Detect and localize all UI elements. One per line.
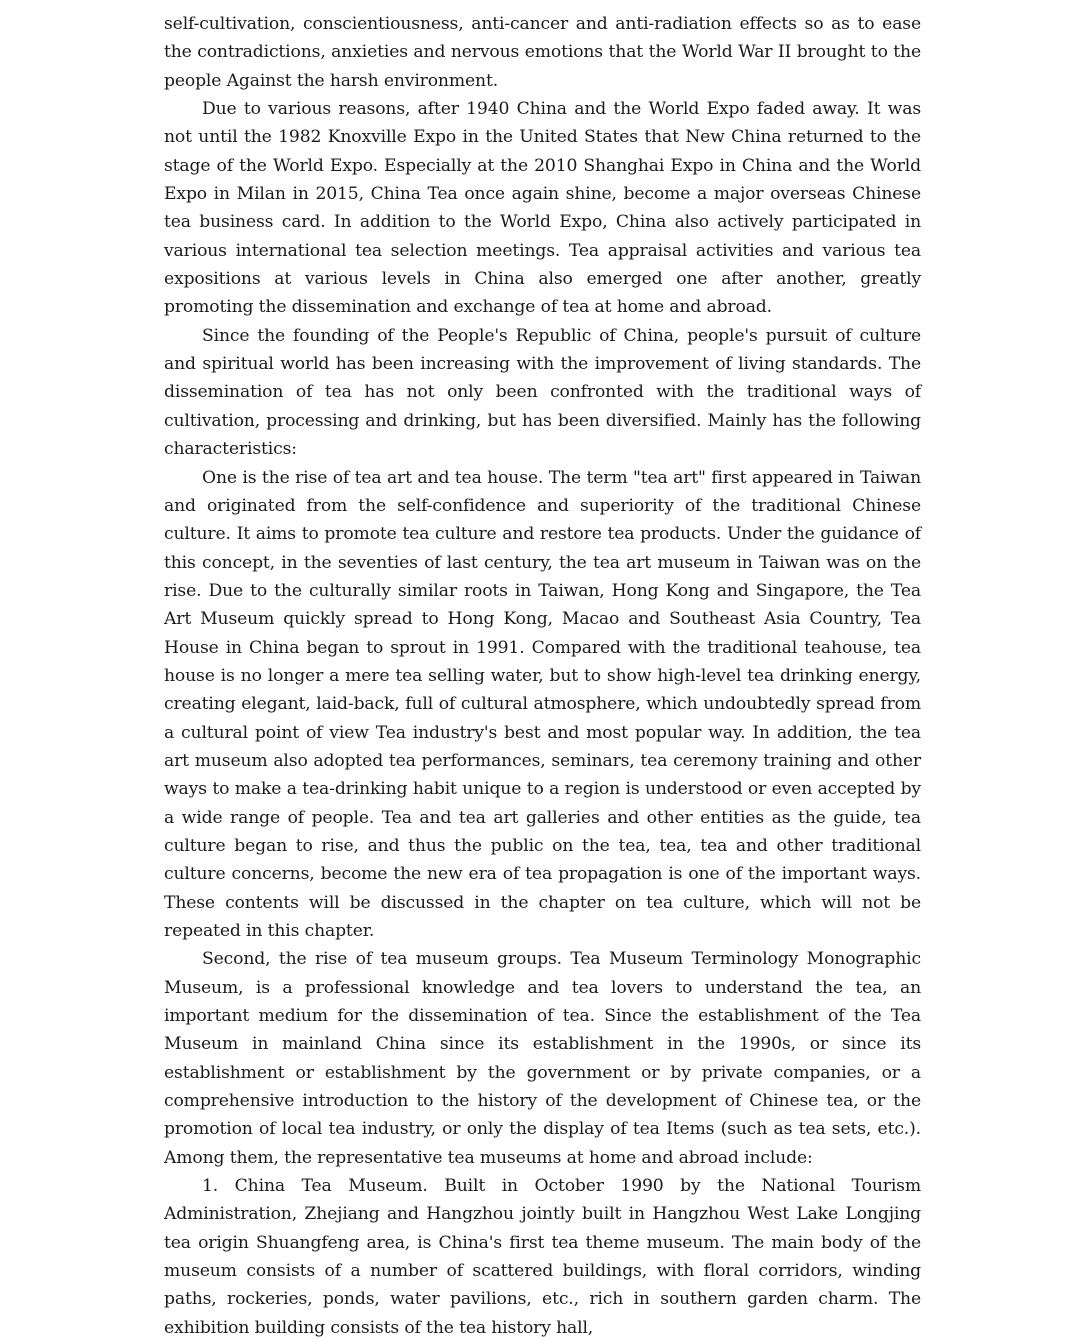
paragraph-continuation: self-cultivation, conscientiousness, anti-cancer and anti-radiation effects so as to ease the contradictions, anxieties and nervous emotions that the World War II brought to the people Against the harsh environment. <box>164 14 921 91</box>
paragraph-world-expo: Due to various reasons, after 1940 China and the World Expo faded away. It was not until the 1982 Knoxville Expo in the United States that New China returned to the stage of the World Expo. Especially at the 2010 Shanghai Expo in China and the World Expo in Milan in 2015, China Tea once again shine, become a major overseas Chinese tea business card. In addition to the World Expo, China also actively participated in various international tea selection meetings. Tea appraisal activities and various tea expositions at various levels in China also emerged one after another, greatly promoting the dissemination and exchange of tea at home and abroad. <box>164 99 921 318</box>
paragraph-china-tea-museum: 1. China Tea Museum. Built in October 1990 by the National Tourism Administration, Zhejiang and Hangzhou jointly built in Hangzhou West Lake Longjing tea origin Shuangfeng area, is China's first tea theme museum. The main body of the museum consists of a number of scattered buildings, with floral corridors, winding paths, rockeries, ponds, water pavilions, etc., rich in southern garden charm. The exhibition building consists of the tea history hall, <box>164 1176 921 1338</box>
paragraph-tea-museum-groups: Second, the rise of tea museum groups. Tea Museum Terminology Monographic Museum, is a professional knowledge and tea lovers to understand the tea, an important medium for the dissemination of tea. Since the establishment of the Tea Museum in mainland China since its establishment in the 1990s, or since its establishment or establishment by the government or by private companies, or a comprehensive introduction to the history of the development of Chinese tea, or the promotion of local tea industry, or only the display of tea Items (such as tea sets, etc.). Among them, the representative tea museums at home and abroad include: <box>164 949 921 1168</box>
document-page <box>164 10 921 1342</box>
paragraph-tea-art-house: One is the rise of tea art and tea house. The term "tea art" first appeared in Taiwan and originated from the self-confidence and superiority of the traditional Chinese culture. It aims to promote tea culture and restore tea products. Under the guidance of this concept, in the seventies of last century, the tea art museum in Taiwan was on the rise. Due to the culturally similar roots in Taiwan, Hong Kong and Singapore, the Tea Art Museum quickly spread to Hong Kong, Macao and Southeast Asia Country, Tea House in China began to sprout in 1991. Compared with the traditional teahouse, tea house is no longer a mere tea selling water, but to show high-level tea drinking energy, creating elegant, laid-back, full of cultural atmosphere, which undoubtedly spread from a cultural point of view Tea industry's best and most popular way. In addition, the tea art museum also adopted tea performances, seminars, tea ceremony training and other ways to make a tea-drinking habit unique to a region is understood or even accepted by a wide range of people. Tea and tea art galleries and other entities as the guide, tea culture began to rise, and thus the public on the tea, tea, tea and other traditional culture concerns, become the new era of tea propagation is one of the important ways. These contents will be discussed in the chapter on tea culture, which will not be repeated in this chapter. <box>164 467 921 941</box>
paragraph-founding-prc: Since the founding of the People's Republic of China, people's pursuit of culture and spiritual world has been increasing with the improvement of living standards. The dissemination of tea has not only been confronted with the traditional ways of cultivation, processing and drinking, but has been diversified. Mainly has the following characteristics: <box>164 325 921 460</box>
